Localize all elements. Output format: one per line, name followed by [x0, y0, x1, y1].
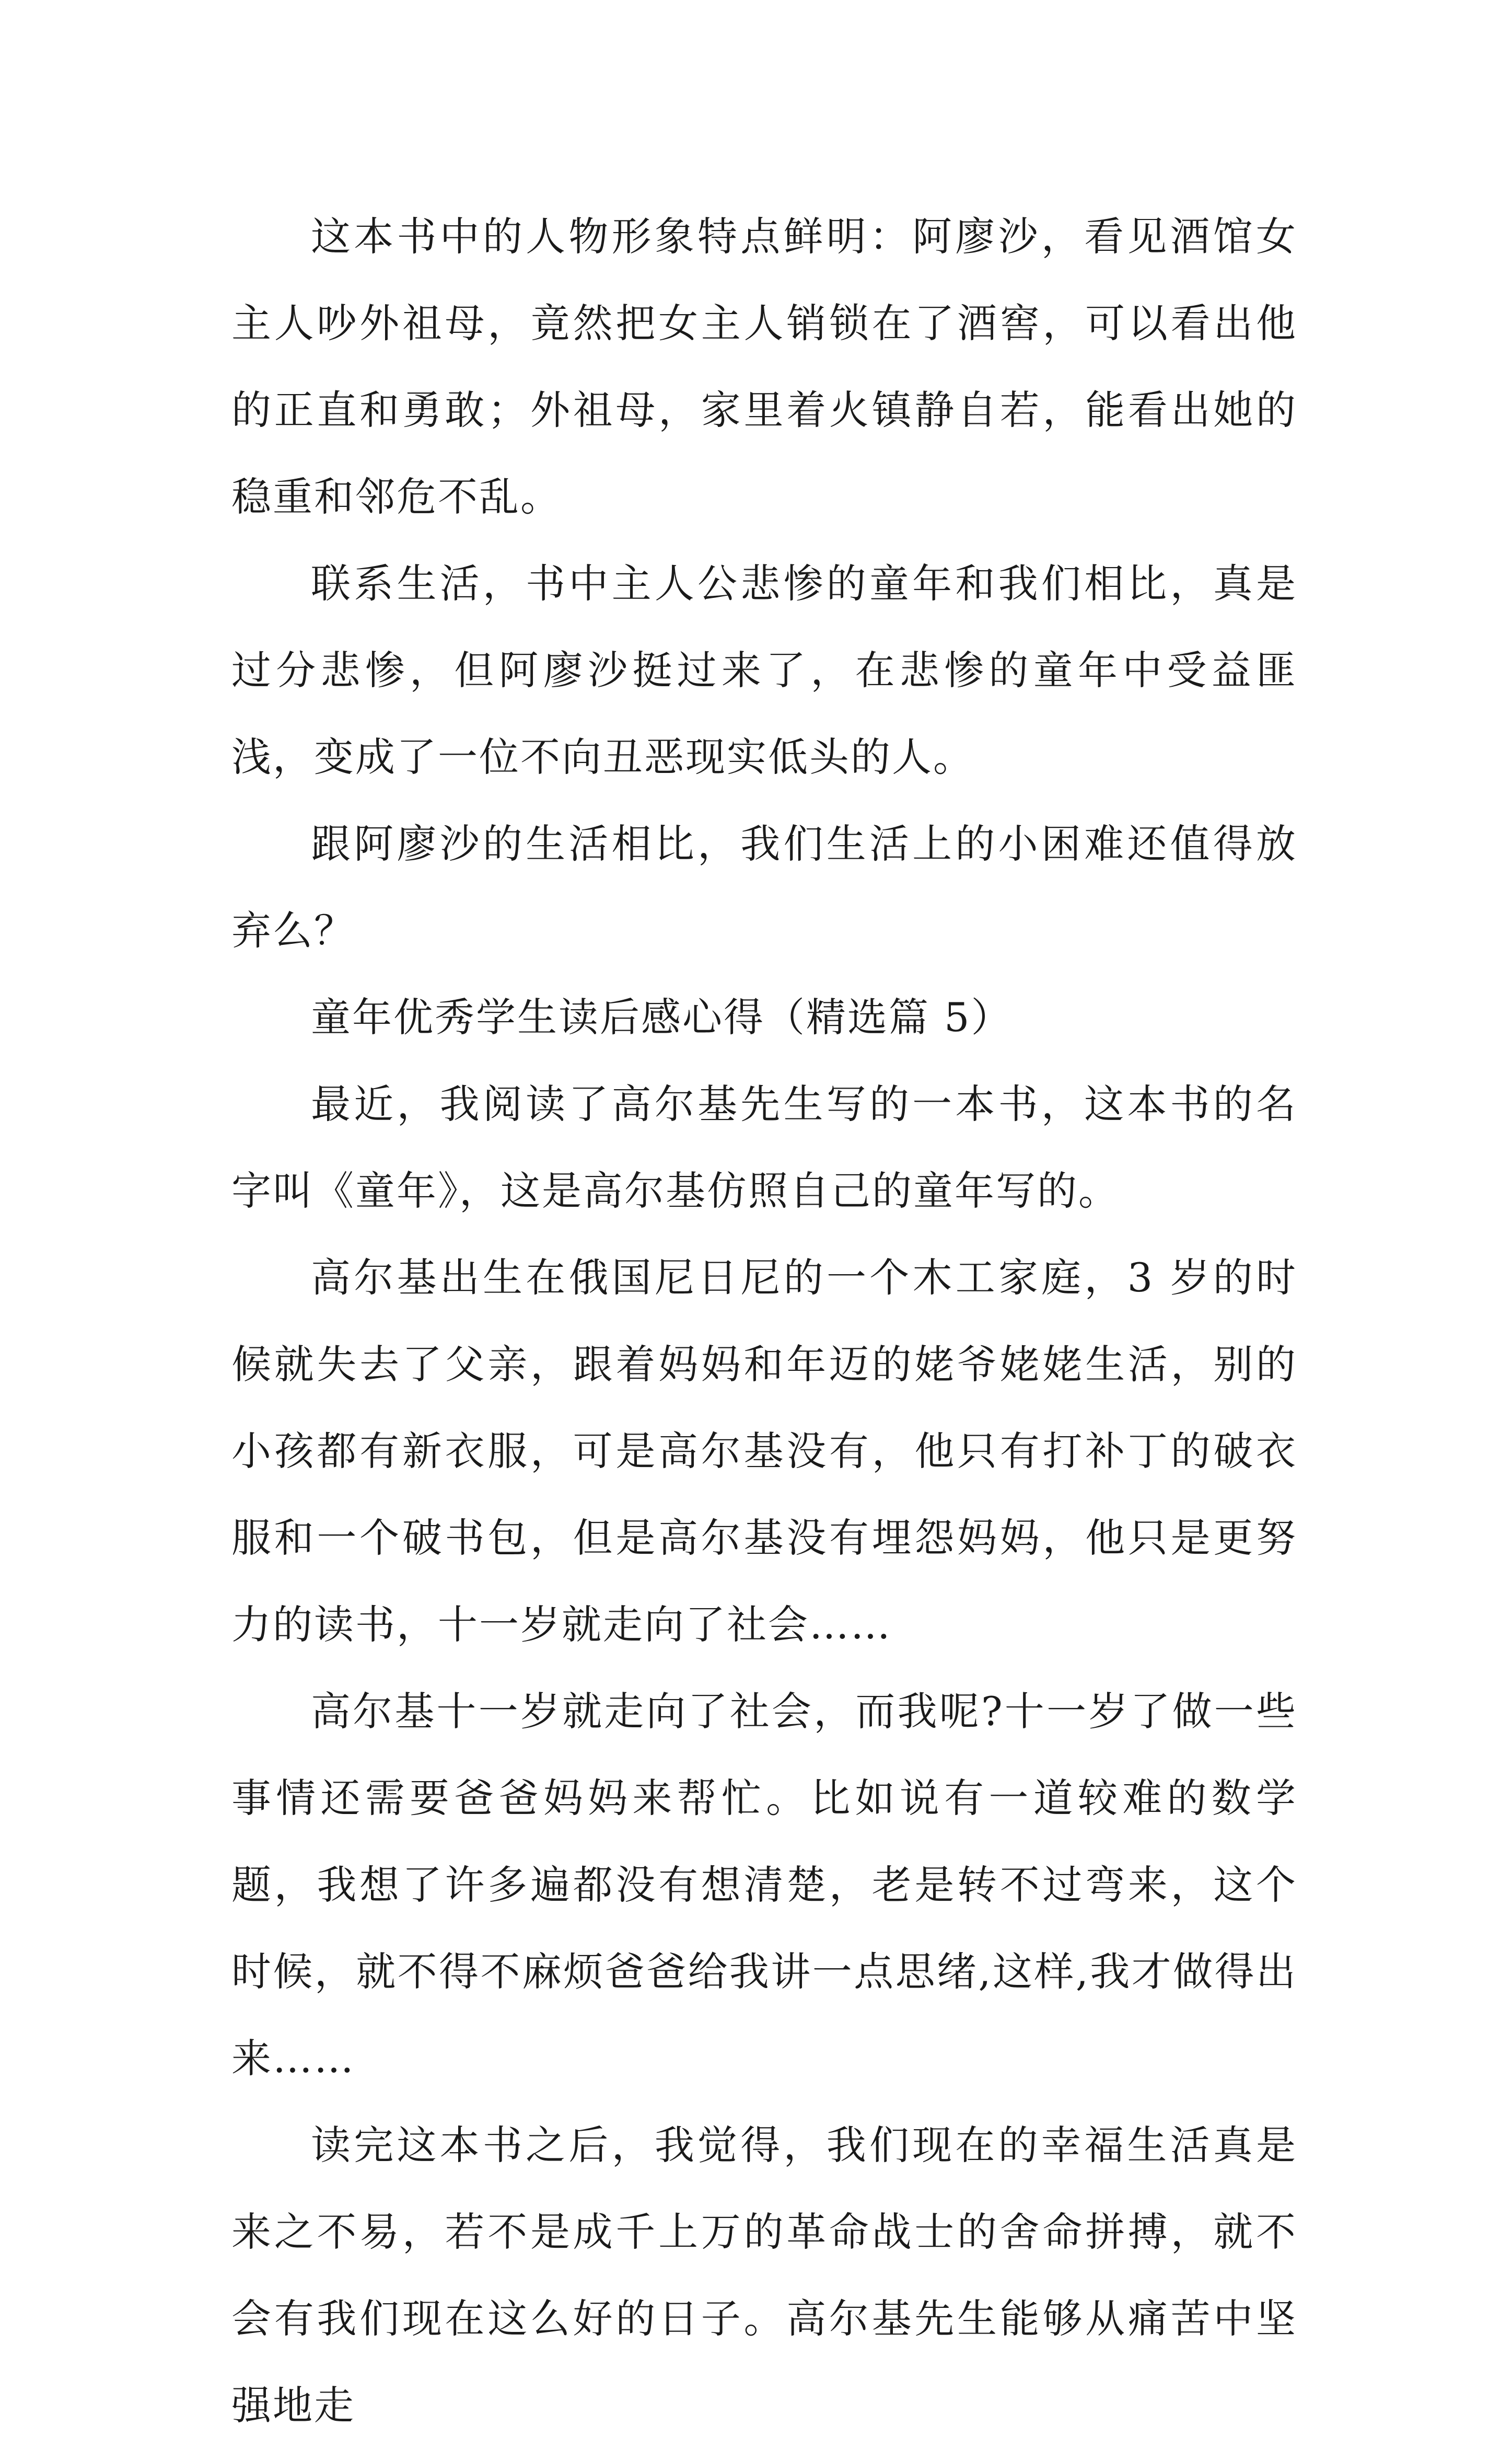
document-body — [231, 193, 1297, 2449]
section-heading: 童年优秀学生读后感心得（精选篇 5） — [311, 994, 1013, 1041]
paragraph-intro: 最近，我阅读了高尔基先生写的一本书，这本书的名字叫《童年》，这是高尔基仿照自己的童年写的。 — [231, 1081, 1297, 1214]
paragraph-life-comparison: 联系生活，书中主人公悲惨的童年和我们相比，真是过分悲惨，但阿廖沙挺过来了，在悲惨的童年中受益匪浅，变成了一位不向丑恶现实低头的人。 — [231, 560, 1297, 780]
paragraph-reflection: 读完这本书之后，我觉得，我们现在的幸福生活真是来之不易，若不是成千上万的革命战士的舍命拼搏，就不会有我们现在这么好的日子。高尔基先生能够从痛苦中坚强地走 — [231, 2122, 1297, 2429]
paragraph-self-comparison: 高尔基十一岁就走向了社会，而我呢?十一岁了做一些事情还需要爸爸妈妈来帮忙。比如说有一道较难的数学题，我想了许多遍都没有想清楚，老是转不过弯来，这个时候，就不得不麻烦爸爸给我讲一点思绪,这样,我才做得出来…… — [231, 1688, 1297, 2082]
paragraph-question: 跟阿廖沙的生活相比，我们生活上的小困难还值得放弃么？ — [231, 821, 1297, 954]
paragraph-gorky-childhood: 高尔基出生在俄国尼日尼的一个木工家庭，3 岁的时候就失去了父亲，跟着妈妈和年迈的姥爷姥姥生活，别的小孩都有新衣服，可是高尔基没有，他只有打补丁的破衣服和一个破书包，但是高尔基没有埋怨妈妈，他只是更努力的读书，十一岁就走向了社会…… — [231, 1254, 1297, 1648]
paragraph-character-traits: 这本书中的人物形象特点鲜明：阿廖沙，看见酒馆女主人吵外祖母，竟然把女主人销锁在了酒窖，可以看出他的正直和勇敢；外祖母，家里着火镇静自若，能看出她的稳重和邻危不乱。 — [231, 213, 1297, 520]
